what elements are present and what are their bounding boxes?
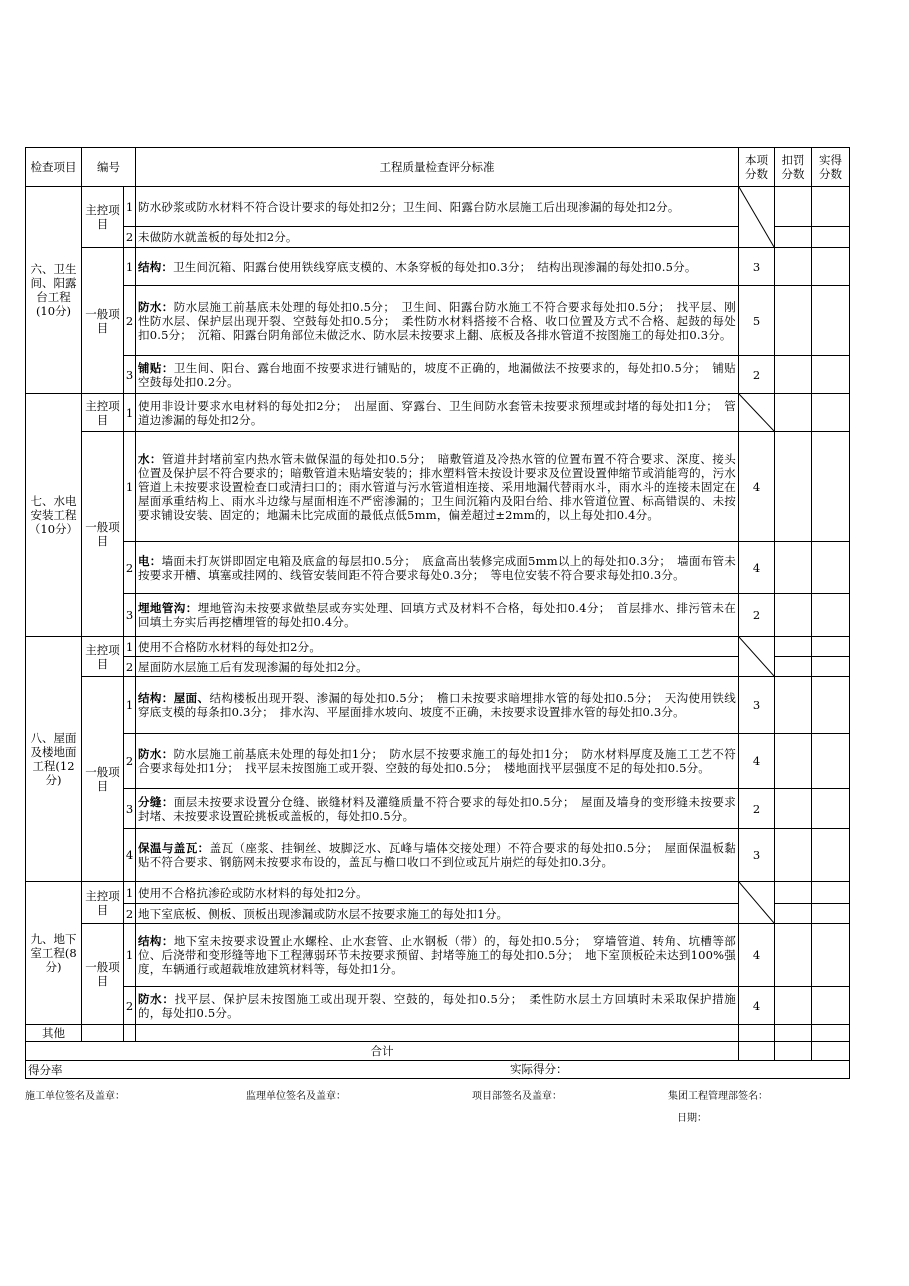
standard-text (136, 248, 739, 286)
table-row (26, 904, 850, 924)
other-blank-cell (124, 1025, 136, 1042)
standard-text (136, 734, 739, 789)
table-row (26, 734, 850, 789)
deduct-cell[interactable] (775, 356, 812, 394)
item-number: 3 (124, 789, 136, 829)
table-row (26, 356, 850, 394)
diagonal-slash (739, 187, 775, 248)
section-name: 八、屋面及楼地面工程(12分) (26, 637, 82, 882)
standard-text (136, 677, 739, 734)
score-cell: 3 (739, 829, 775, 882)
section-name: 七、水电安装工程（10分） (26, 394, 82, 637)
score-cell: 2 (739, 356, 775, 394)
standard-body: 卫生间、阳台、露台地面不按要求进行铺贴的，坡度不正确的，地漏做法不按要求的，每处扣0.5分； 铺贴空鼓每处扣0.2分。 (138, 360, 736, 389)
score-cell: 5 (739, 286, 775, 356)
standard-title: 电： (138, 553, 162, 568)
standard-text (136, 829, 739, 882)
item-number: 1 (124, 394, 136, 432)
deduct-cell[interactable] (775, 1025, 812, 1042)
table-row (26, 187, 850, 227)
standard-title: 结构：屋面、 (138, 691, 210, 705)
standard-text (136, 432, 739, 542)
diagonal-slash (739, 882, 775, 924)
other-standard-cell[interactable] (136, 1025, 739, 1042)
standard-body: 结构楼板出现开裂、渗漏的每处扣0.5分； 檐口未按要求暗埋排水管的每处扣0.5分； 天沟使用铁线穿底支模的每条扣0.3分； 排水沟、平屋面排水坡向、坡度不正确，未按要求设置排水管的每处扣0.3分。 (138, 691, 736, 719)
project-signature-label: 项目部签名及盖章： (472, 1091, 562, 1102)
item-number: 1 (124, 432, 136, 542)
total-deduct-cell[interactable] (775, 1042, 812, 1061)
table-row (26, 882, 850, 904)
deduct-cell[interactable] (775, 432, 812, 542)
score-cell (739, 1025, 775, 1042)
standard-text: 使用非设计要求水电材料的每处扣2分； 出屋面、穿露台、卫生间防水套管未按要求预埋或封堵的每处扣1分； 管道边渗漏的每处扣2分。 (136, 394, 739, 432)
score-rate-label: 得分率 (28, 1062, 63, 1077)
score-cell: 3 (739, 677, 775, 734)
deduct-cell[interactable] (775, 227, 812, 248)
actual-cell[interactable] (812, 829, 850, 882)
header-standard: 工程质量检查评分标准 (136, 148, 739, 187)
deduct-cell[interactable] (775, 594, 812, 637)
general-label: 一般项目 (82, 924, 124, 1025)
main-control-label: 主控项目 (82, 394, 124, 432)
deduct-cell[interactable] (775, 789, 812, 829)
item-number: 1 (124, 248, 136, 286)
item-number: 1 (124, 677, 136, 734)
standard-body: 防水层施工前基底未处理的每处扣0.5分； 卫生间、阳露台防水施工不符合要求每处扣0.5分； 找平层、刚性防水层、保护层出现开裂、空鼓每处扣0.5分； 柔性防水材料搭接不合格、收口位置及方式不合格、起鼓的每处扣0.5分； 沉箱、阳露台阴角部位未做泛水、防水层未按要求上翻、底板及各排水管道不按图施工的每处扣0.3分。 (138, 299, 736, 342)
deduct-cell[interactable] (775, 187, 812, 227)
section-name: 九、地下室工程(8分) (26, 882, 82, 1025)
table-row (26, 248, 850, 286)
table-row (26, 637, 850, 657)
table-row (26, 789, 850, 829)
standard-body: 墙面未打灰饼即固定电箱及底盒的每层扣0.5分； 底盒高出装修完成面5mm以上的每处扣0.3分； 墙面布管未按要求开槽、填塞或挂网的、线管安装间距不符合要求每处0.3分； 等电位安装不符合要求每处扣0.3分。 (138, 553, 736, 582)
standard-text: 使用不合格防水材料的每处扣2分。 (136, 637, 739, 657)
standard-text: 未做防水就盖板的每处扣2分。 (136, 227, 739, 248)
table-row (26, 829, 850, 882)
actual-cell[interactable] (812, 227, 850, 248)
deduct-cell[interactable] (775, 637, 812, 657)
main-control-label: 主控项目 (82, 187, 124, 248)
score-cell: 4 (739, 432, 775, 542)
diagonal-slash (739, 637, 775, 677)
standard-body: 管道井封堵前室内热水管未做保温的每处扣0.5分； 暗敷管道及冷热水管的位置布置不符合要求、深度、接头位置及保护层不符合要求的；暗敷管道未贴墙安装的；排水塑料管未按设计要求及位置设置伸缩节或消能弯的，污水管道上未按要求设置检查口或清扫口的；雨水管道与污水管道相连接、采用地漏代替雨水斗，雨水斗的连接未固定在屋面承重结构上、雨水斗边缘与屋面相连不严密渗漏的；卫生间沉箱内及阳台给、排水管道位置、标高错误的、未按要求铺设安装、固定的；地漏未比完成面的最低点低5mm，偏差超过±2mm的，以上每处扣0.4分。 (138, 451, 736, 522)
standard-text: 防水砂浆或防水材料不符合设计要求的每处扣2分；卫生间、阳露台防水层施工后出现渗漏的每处扣2分。 (136, 187, 739, 227)
table-row (26, 542, 850, 594)
actual-cell[interactable] (812, 1025, 850, 1042)
standard-title: 防水： (138, 747, 174, 761)
actual-score-label: 实际得分： (510, 1062, 568, 1076)
table-header-row (26, 148, 850, 187)
standard-text (136, 789, 739, 829)
total-row (26, 1042, 850, 1061)
item-number: 2 (124, 734, 136, 789)
standard-text (136, 542, 739, 594)
standard-body: 地下室未按要求设置止水螺栓、止水套管、止水钢板（带）的，每处扣0.5分； 穿墙管道、转角、坑槽等部位、后浇带和变形缝等地下工程薄弱环节未按要求预留、封堵等施工的每处扣0.5分； 地下室顶板砼未达到100%强度，车辆通行或超载堆放建筑材料等，每处扣1分。 (138, 934, 736, 976)
other-row (26, 1025, 850, 1042)
deduct-cell[interactable] (775, 882, 812, 904)
score-rate-cell (26, 1061, 850, 1079)
table-row (26, 677, 850, 734)
item-number: 2 (124, 987, 136, 1025)
deduct-cell[interactable] (775, 924, 812, 987)
total-score-cell (739, 1042, 775, 1061)
standard-text (136, 286, 739, 356)
actual-cell[interactable] (812, 734, 850, 789)
item-number: 1 (124, 637, 136, 657)
deduct-cell[interactable] (775, 677, 812, 734)
deduct-cell[interactable] (775, 987, 812, 1025)
deduct-cell[interactable] (775, 829, 812, 882)
deduct-cell[interactable] (775, 904, 812, 924)
standard-text: 屋面防水层施工后有发现渗漏的每处扣2分。 (136, 657, 739, 677)
table-row (26, 432, 850, 542)
deduct-cell[interactable] (775, 394, 812, 432)
deduct-cell[interactable] (775, 657, 812, 677)
actual-cell[interactable] (812, 789, 850, 829)
actual-cell[interactable] (812, 924, 850, 987)
deduct-cell[interactable] (775, 286, 812, 356)
group-signature-label: 集团工程管理部签名： (668, 1091, 768, 1102)
header-deduct: 扣罚分数 (775, 148, 812, 187)
standard-body: 找平层、保护层未按图施工或出现开裂、空鼓的，每处扣0.5分； 柔性防水层土方回填时未采取保护措施的，每处扣0.5分。 (138, 991, 736, 1020)
main-control-label: 主控项目 (82, 882, 124, 924)
score-cell: 2 (739, 594, 775, 637)
header-score: 本项分数 (739, 148, 775, 187)
section-name: 六、卫生间、阳露台工程(10分) (26, 187, 82, 394)
standard-text: 地下室底板、侧板、顶板出现渗漏或防水层不按要求施工的每处扣1分。 (136, 904, 739, 924)
actual-cell[interactable] (812, 394, 850, 432)
standard-body: 埋地管沟未按要求做垫层或夯实处理、回填方式及材料不合格，每处扣0.4分； 首层排水、排污管未在回填土夯实后再挖槽埋管的每处扣0.4分。 (138, 601, 737, 629)
total-actual-cell[interactable] (812, 1042, 850, 1061)
table-row (26, 987, 850, 1025)
item-number: 1 (124, 924, 136, 987)
general-label: 一般项目 (82, 248, 124, 394)
other-label: 其他 (26, 1025, 82, 1042)
score-cell: 4 (739, 542, 775, 594)
construction-signature-label: 施工单位签名及盖章： (25, 1091, 125, 1102)
standard-body: 盖瓦（座浆、挂铜丝、坡脚泛水、瓦峰与墙体交接处理）不符合要求的每处扣0.5分； 屋面保温板黏贴不符合要求、钢筋网未按要求布设的，盖瓦与檐口收口不到位或瓦片崩烂的每处扣0.3分。 (138, 841, 737, 869)
standard-title: 保温与盖瓦： (138, 841, 210, 855)
standard-title: 结构： (138, 934, 174, 948)
actual-cell[interactable] (812, 248, 850, 286)
table-row (26, 657, 850, 677)
standard-title: 结构： (138, 259, 174, 274)
table-row (26, 924, 850, 987)
score-cell: 3 (739, 248, 775, 286)
standard-text (136, 924, 739, 987)
main-control-label: 主控项目 (82, 637, 124, 677)
quality-inspection-table (25, 147, 850, 1079)
item-number: 2 (124, 286, 136, 356)
actual-cell[interactable] (812, 904, 850, 924)
item-number: 3 (124, 356, 136, 394)
score-cell: 4 (739, 734, 775, 789)
standard-body: 卫生间沉箱、阳露台使用铁线穿底支模的、木条穿板的每处扣0.3分； 结构出现渗漏的每处扣0.5分。 (173, 259, 697, 274)
actual-cell[interactable] (812, 594, 850, 637)
standard-body: 面层未按要求设置分仓缝、嵌缝材料及灌缝质量不符合要求的每处扣0.5分； 屋面及墙身的变形缝未按要求封堵、未按要求设置砼挑板或盖板的，每处扣0.5分。 (138, 794, 736, 823)
header-number: 编号 (82, 148, 136, 187)
table-row (26, 286, 850, 356)
actual-cell[interactable] (812, 987, 850, 1025)
item-number: 2 (124, 657, 136, 677)
table-row (26, 394, 850, 432)
general-label: 一般项目 (82, 432, 124, 637)
diagonal-slash (739, 394, 775, 432)
standard-text: 使用不合格抗渗砼或防水材料的每处扣2分。 (136, 882, 739, 904)
item-number: 1 (124, 187, 136, 227)
item-number: 4 (124, 829, 136, 882)
actual-cell[interactable] (812, 677, 850, 734)
supervision-signature-label: 监理单位签名及盖章： (246, 1091, 346, 1102)
standard-title: 铺贴： (138, 360, 174, 375)
date-label: 日期： (677, 1113, 707, 1124)
standard-title: 埋地管沟： (138, 601, 198, 615)
actual-cell[interactable] (812, 657, 850, 677)
score-cell: 4 (739, 924, 775, 987)
table-row (26, 227, 850, 248)
standard-body: 防水层施工前基底未处理的每处扣1分； 防水层不按要求施工的每处扣1分； 防水材料厚度及施工工艺不符合要求每处扣1分； 找平层未按图施工或开裂、空鼓的每处扣0.5分； 楼地面找平层强度不足的每处扣0.5分。 (138, 747, 736, 775)
deduct-cell[interactable] (775, 248, 812, 286)
actual-cell[interactable] (812, 187, 850, 227)
header-actual: 实得分数 (812, 148, 850, 187)
standard-text (136, 356, 739, 394)
score-cell: 2 (739, 789, 775, 829)
table-row (26, 594, 850, 637)
actual-cell[interactable] (812, 882, 850, 904)
standard-title: 防水： (138, 991, 175, 1006)
other-blank-cell (82, 1025, 124, 1042)
score-rate-row (26, 1061, 850, 1079)
score-cell: 4 (739, 987, 775, 1025)
actual-cell[interactable] (812, 356, 850, 394)
standard-title: 水： (138, 451, 162, 466)
total-label: 合计 (26, 1042, 739, 1061)
item-number: 3 (124, 594, 136, 637)
standard-text (136, 987, 739, 1025)
actual-cell[interactable] (812, 542, 850, 594)
actual-cell[interactable] (812, 637, 850, 657)
general-label: 一般项目 (82, 677, 124, 882)
header-item: 检查项目 (26, 148, 82, 187)
standard-title: 防水： (138, 299, 174, 314)
standard-text (136, 594, 739, 637)
deduct-cell[interactable] (775, 734, 812, 789)
item-number: 1 (124, 882, 136, 904)
item-number: 2 (124, 542, 136, 594)
standard-title: 分缝： (138, 794, 174, 809)
item-number: 2 (124, 904, 136, 924)
deduct-cell[interactable] (775, 542, 812, 594)
item-number: 2 (124, 227, 136, 248)
actual-cell[interactable] (812, 432, 850, 542)
actual-cell[interactable] (812, 286, 850, 356)
